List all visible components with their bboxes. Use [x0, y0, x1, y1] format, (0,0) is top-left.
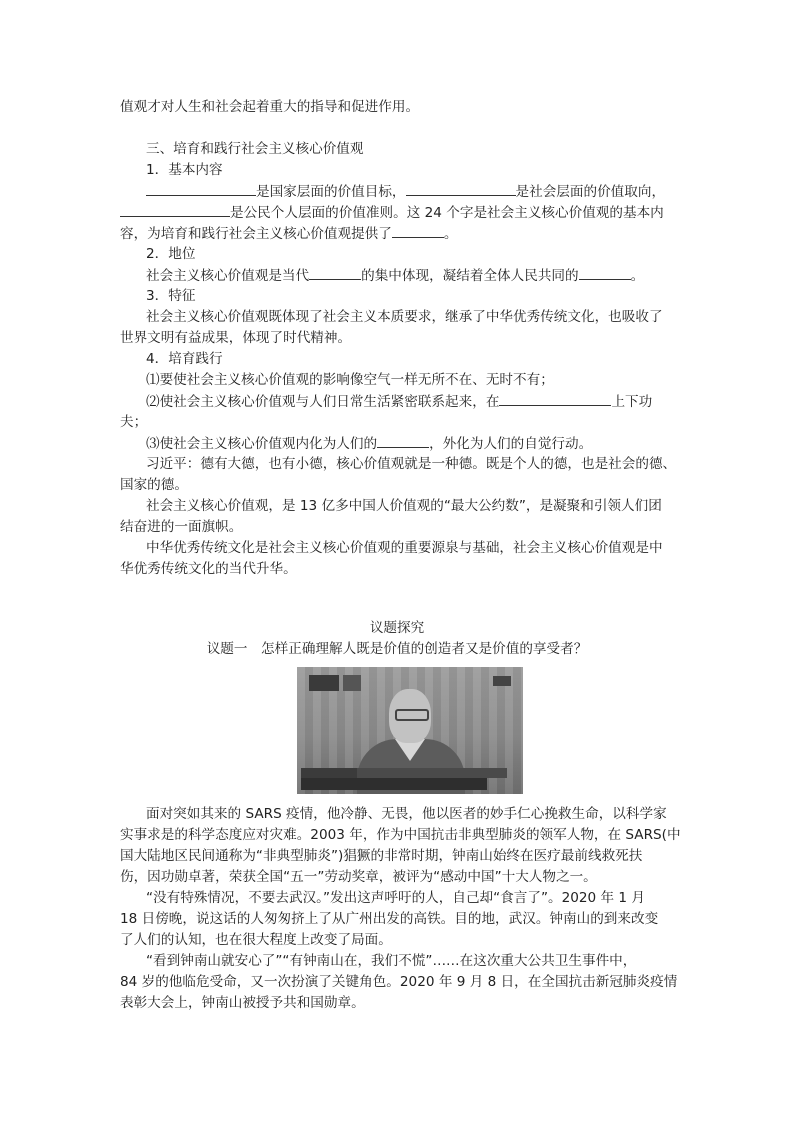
text-segment: 是国家层面的价值目标， — [256, 184, 406, 200]
fill-in-line — [146, 390, 652, 412]
text-line: 值观才对人生和社会起着重大的指导和促进作用。 — [120, 99, 420, 115]
story-line: 84 岁的他临危受命，又一次扮演了关键角色。2020 年 9 月 8 日，在全国抗击新冠肺炎疫情 — [120, 974, 678, 990]
story-line: 伤，因功勋卓著，荣获全国“五一”劳动奖章，被评为“感动中国”十大人物之一。 — [120, 869, 597, 885]
answer-blank[interactable] — [146, 180, 256, 196]
story-line: “看到钟南山就安心了”“有钟南山在，我们不慌”……在这次重大公共卫生事件中， — [146, 953, 637, 969]
subheading: 4．培育践行 — [146, 351, 223, 367]
text-segment: 上下功 — [611, 394, 653, 410]
text-segment: 社会主义核心价值观是当代 — [146, 268, 310, 284]
fill-in-line — [120, 222, 457, 244]
topic-question: 议题一 怎样正确理解人既是价值的创造者又是价值的享受者？ — [206, 641, 588, 657]
subheading: 2．地位 — [146, 246, 196, 262]
text-line: 世界文明有益成果，体现了时代精神。 — [120, 330, 352, 346]
quote-line: 习近平：德有大德，也有小德，核心价值观就是一种德。既是个人的德，也是社会的德、 — [146, 456, 677, 472]
story-line: 了人们的认知，也在很大程度上改变了局面。 — [120, 932, 392, 948]
answer-blank[interactable] — [120, 201, 230, 217]
text-segment: 。 — [630, 268, 645, 284]
text-segment: ⑵使社会主义核心价值观与人们日常生活紧密联系起来，在 — [146, 394, 500, 410]
live-badge-icon — [493, 676, 511, 686]
answer-blank[interactable] — [377, 432, 429, 448]
text-line: 华优秀传统文化的当代升华。 — [120, 561, 297, 577]
fill-in-line — [146, 432, 592, 454]
story-line: 实事求是的科学态度应对灾难。2003 年，作为中国抗击非典型肺炎的领军人物，在 SARS(中 — [120, 827, 681, 843]
story-line: 面对突如其来的 SARS 疫情，他冷静、无畏，他以医者的妙手仁心挽救生命，以科学家 — [146, 806, 667, 822]
subheading: 3．特征 — [146, 288, 196, 304]
text-line: 结奋进的一面旗帜。 — [120, 519, 243, 535]
fill-in-line — [146, 264, 644, 286]
text-segment: ，外化为人们的自觉行动。 — [429, 436, 593, 452]
channel-logo-icon — [309, 675, 339, 691]
channel-badge-icon — [343, 675, 361, 691]
fill-in-line — [146, 180, 665, 202]
answer-blank[interactable] — [392, 222, 444, 238]
text-segment: 是社会层面的价值取向， — [515, 184, 666, 200]
answer-blank[interactable] — [406, 180, 516, 196]
quote-line: 国家的德。 — [120, 477, 188, 493]
news-broadcast-photo — [297, 667, 523, 794]
answer-blank[interactable] — [499, 390, 611, 406]
story-line: “没有特殊情况，不要去武汉。”发出这声呼吁的人，自己却“食言了”。2020 年 1 月 — [146, 890, 645, 906]
subheading: 1．基本内容 — [146, 162, 223, 178]
text-segment: 的集中体现，凝结着全体人民共同的 — [361, 268, 579, 284]
story-line: 表彰大会上，钟南山被授予共和国勋章。 — [120, 995, 365, 1011]
answer-blank[interactable] — [579, 264, 631, 280]
text-segment: 。 — [443, 226, 458, 242]
section-heading: 三、培育和践行社会主义核心价值观 — [146, 141, 364, 157]
text-line: 中华优秀传统文化是社会主义核心价值观的重要源泉与基础，社会主义核心价值观是中 — [146, 540, 663, 556]
text-line: ⑴要使社会主义核心价值观的影响像空气一样无所不在、无时不有； — [146, 372, 554, 388]
text-segment: 容，为培育和践行社会主义核心价值观提供了 — [120, 226, 392, 242]
text-segment: 是公民个人层面的价值准则。这 24 个字是社会主义核心价值观的基本内 — [230, 205, 664, 221]
text-line: 社会主义核心价值观，是 13 亿多中国人价值观的“最大公约数”，是凝聚和引领人们团 — [146, 498, 662, 514]
text-line: 夫； — [120, 414, 148, 430]
fill-in-line — [120, 201, 664, 223]
text-segment: ⑶使社会主义核心价值观内化为人们的 — [146, 436, 378, 452]
answer-blank[interactable] — [309, 264, 361, 280]
text-line: 社会主义核心价值观既体现了社会主义本质要求，继承了中华优秀传统文化，也吸收了 — [146, 309, 663, 325]
story-line: 国大陆地区民间通称为“非典型肺炎”)猖獗的非常时期，钟南山始终在医疗最前线救死扶 — [120, 848, 643, 864]
story-line: 18 日傍晚，说这话的人匆匆挤上了从广州出发的高铁。目的地，武汉。钟南山的到来改变 — [120, 911, 659, 927]
section-title: 议题探究 — [369, 620, 425, 636]
